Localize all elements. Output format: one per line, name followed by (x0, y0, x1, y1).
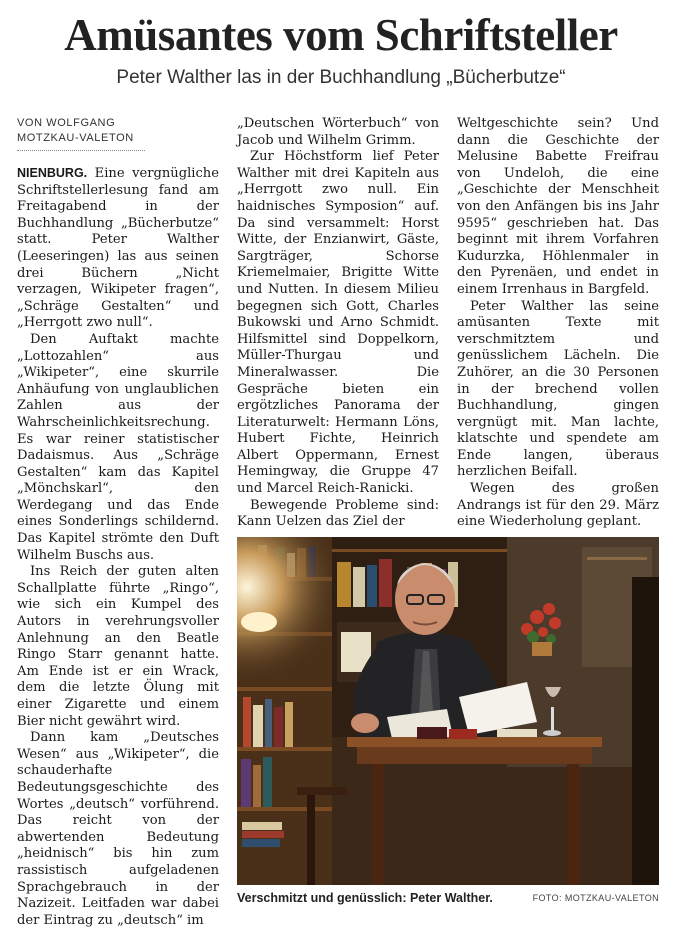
byline (17, 116, 145, 151)
dateline: NIENBURG. (17, 166, 88, 180)
headline: Amüsantes vom Schriftsteller (64, 10, 618, 60)
column-1 (17, 116, 219, 929)
paragraph: Wegen des großen Andrangs ist für den 29. März eine Wiederholung geplant. (457, 481, 659, 530)
photo-caption (237, 891, 659, 909)
paragraph: Dann kam „Deutsches Wesen“ aus „Wikipeter“, die schauderhafte Bedeutungsgeschichte des Wortes „deutsch“ vorführend. Das reicht von der abwertenden Bedeutung „heidnisch“ bis hin zum rassistisch aufgeladenen Sprachgebrauch in der Nazizeit. Leitfaden war dabei der Eintrag zu „deutsch“ im (17, 730, 219, 928)
column-3 (457, 116, 659, 531)
reading-scene-illustration (237, 537, 659, 885)
column-2 (237, 116, 439, 531)
paragraph-continued: „Deutschen Wörterbuch“ von Jacob und Wilhelm Grimm. (237, 116, 439, 148)
subheadline: Peter Walther las in der Buchhandlung „Bücherbutze“ (116, 67, 566, 88)
byline-line-2: MOTZKAU-VALETON (17, 132, 134, 144)
paragraph: Peter Walther las seine amüsanten Texte mit verschmitztem und genüsslichem Lächeln. Die Zuhörer, an die 30 Personen in der brechend vollen Buchhandlung, gingen vergnügt mit. Man lachte, klatschte und spendete am Ende langen, überaus herzlichen Beifall. (457, 298, 659, 480)
photo-credit: FOTO: MOTZKAU-VALETON (532, 893, 659, 903)
article-photo (237, 537, 659, 885)
caption-text: Verschmitzt und genüsslich: Peter Walther. (237, 891, 493, 905)
paragraph-continued: Weltgeschichte sein? Und dann die Geschichte der Melusine Babette Freifrau von Undeloh, die eine „Geschichte der Menschheit von den Anfängen bis ins Jahr 9595“ geschrieben hat. Das beginnt mit ihrem Vorfahren Kudurzka, Höhlenmaler in den Pyrenäen, und endet in einem Irrenhaus in Bargfeld. (457, 116, 659, 297)
paragraph: Zur Höchstform lief Peter Walther mit drei Kapiteln aus „Herrgott zwo null. Ein haidnisches Symposion“ auf. Da sind versammelt: Horst Witte, der Enzianwirt, Gäste, Sargträger, Schorse Kriemelmaier, Brigitte Witte und Nutten. In diesem Milieu begegnen sich Gott, Charles Bukowski und Arno Schmidt. Hilfsmittel sind Doppelkorn, Müller-Thurgau und Mineralwasser. Die Gespräche bieten ein ergötzliches Panorama der Literaturwelt: Hermann Löns, Hubert Fichte, Heinrich Albert Oppermann, Ernest Hemingway, die Gruppe 47 und Marcel Reich-Ranicki. (237, 149, 439, 497)
paragraph: Den Auftakt machte „Lottozahlen“ aus „Wikipeter“, eine skurrile Anhäufung von unglaublichen Zahlen aus der Wahrscheinlichkeitsrechung. Es war reiner statistischer Dadaismus. Aus „Schräge Gestalten“ kam das Kapitel „Mönchskarl“, den Werdegang und das Ende eines Sonderlings schildernd. Das Kapitel strömte den Duft Wilhelm Buschs aus. (17, 331, 219, 563)
lead-text: Eine vergnügliche Schriftstellerlesung fand am Freitagabend in der Buchhandlung „Bücherbutze“ statt. Peter Walther (Leeseringen) las aus seinen drei Büchern „Nicht verzagen, Wikipeter fragen“, „Schräge Gestalten“ und „Herrgott zwo null“. (17, 166, 219, 331)
lead-paragraph (17, 165, 219, 332)
byline-line-1: VON WOLFGANG (17, 117, 116, 129)
paragraph: Ins Reich der guten alten Schallplatte führte „Ringo“, wie sich ein Kumpel des Autors in verehrungsvoller Anlehnung an den Beatle Ringo Starr genannt hatte. Am Ende ist er ein Wrack, dem die letzte Ölung mit einer Zigarette und einem Bier nicht gewährt wird. (17, 564, 219, 729)
paragraph: Bewegende Probleme sind: Kann Uelzen das Ziel der (237, 497, 439, 530)
